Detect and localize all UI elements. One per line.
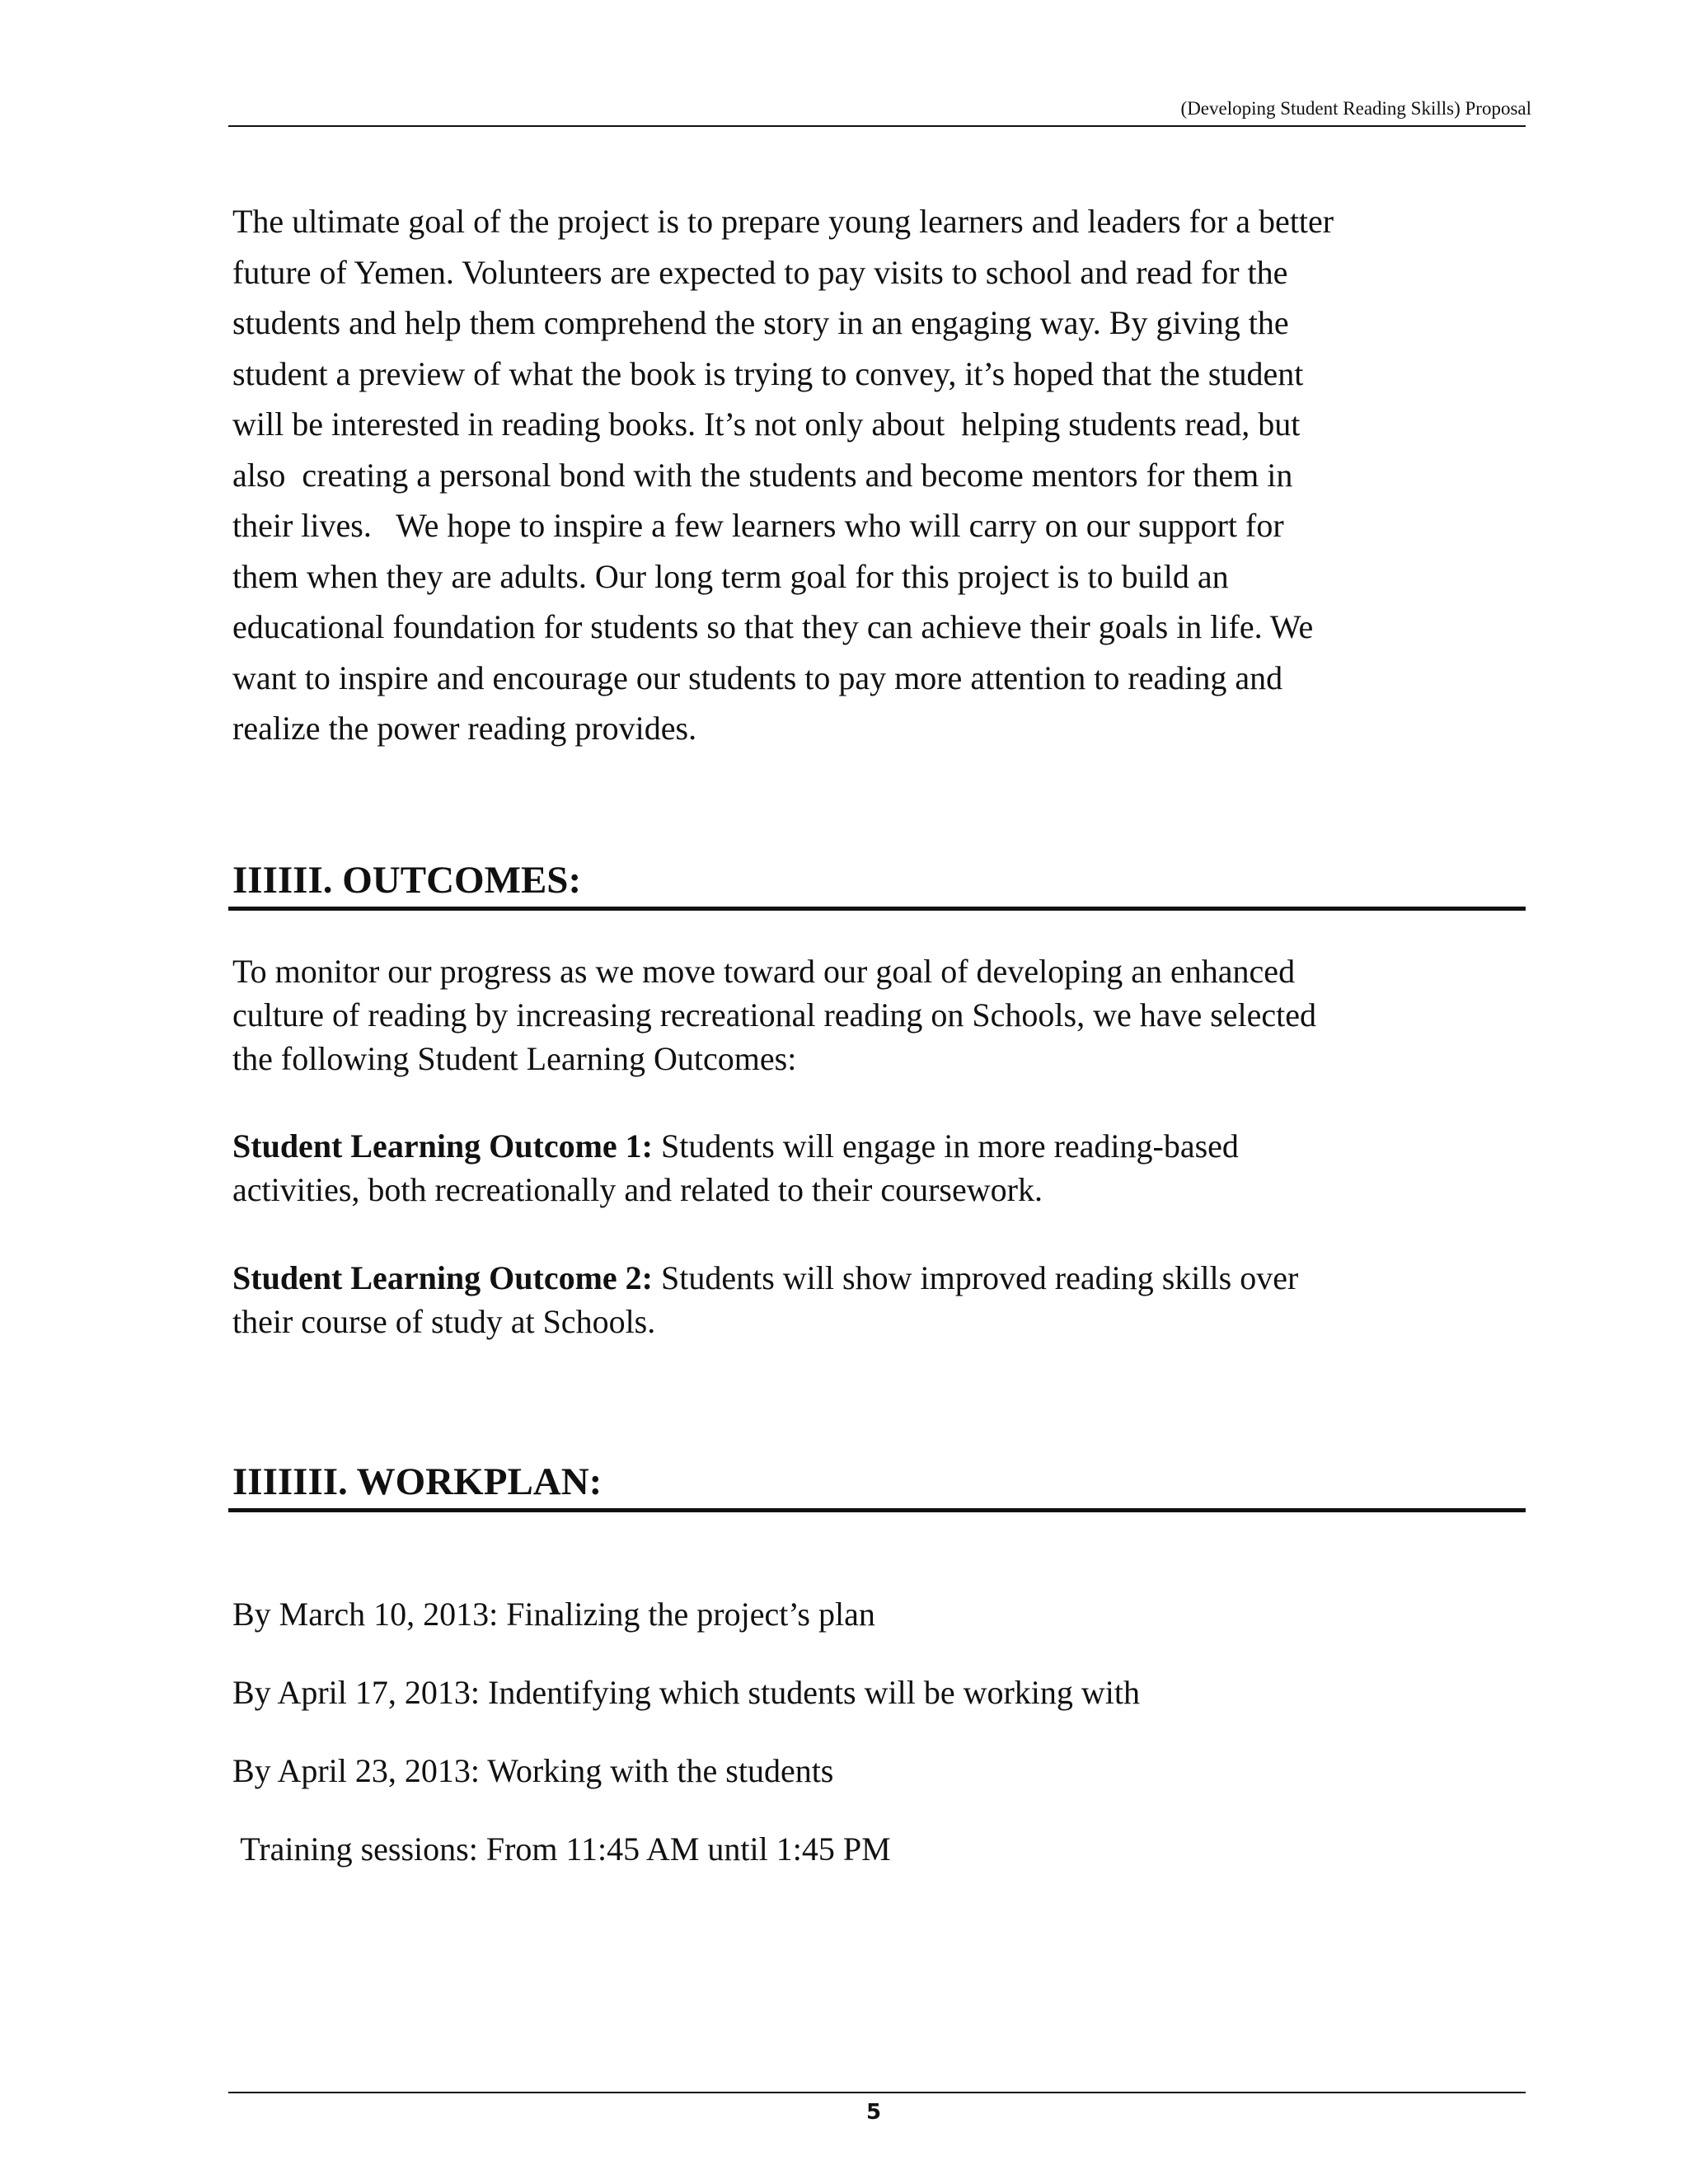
paragraph-line: culture of reading by increasing recreational reading on Schools, we have selected [232,996,1317,1033]
paragraph-line: also creating a personal bond with the students and become mentors for them in [232,456,1293,494]
outcome-text: Students will show improved reading skills over [653,1259,1299,1296]
outcomes-heading: IIIIII. OUTCOMES: [232,859,582,902]
header-rule [228,125,1526,127]
intro-paragraph [232,196,1535,754]
workplan-heading: IIIIIII. WORKPLAN: [232,1460,603,1503]
outcomes-heading-rule [228,907,1526,911]
outcome-text: Students will engage in more reading-based [653,1127,1239,1165]
paragraph-line: the following Student Learning Outcomes: [232,1040,797,1077]
footer-rule [228,2092,1526,2093]
paragraph-line: realize the power reading provides. [232,710,697,747]
paragraph-line: their lives. We hope to inspire a few learners who will carry on our support for [232,507,1284,544]
paragraph-line: To monitor our progress as we move toward our goal of developing an enhanced [232,953,1296,990]
paragraph-line: them when they are adults. Our long term goal for this project is to build an [232,557,1229,595]
outcome-text: their course of study at Schools. [232,1303,656,1340]
paragraph-line: want to inspire and encourage our students to pay more attention to reading and [232,658,1283,696]
learning-outcome-2 [232,1256,1535,1343]
outcome-text: activities, both recreationally and related to their coursework. [232,1171,1043,1208]
workplan-item: By April 23, 2013: Working with the students [232,1752,834,1789]
paragraph-line: students and help them comprehend the story in an engaging way. By giving the [232,304,1289,341]
workplan-item: By March 10, 2013: Finalizing the project’s plan [232,1596,875,1633]
outcome-label: Student Learning Outcome 1: [232,1127,653,1165]
workplan-item: Training sessions: From 11:45 AM until 1:45 PM [232,1830,891,1868]
paragraph-line: future of Yemen. Volunteers are expected to pay visits to school and read for the [232,253,1288,291]
paragraph-line: The ultimate goal of the project is to prepare young learners and leaders for a better [232,203,1334,240]
outcomes-intro [232,949,1535,1080]
paragraph-line: will be interested in reading books. It’s not only about helping students read, but [232,405,1301,443]
workplan-heading-rule [228,1508,1526,1512]
paragraph-line: educational foundation for students so that they can achieve their goals in life. We [232,608,1314,645]
workplan-item: By April 17, 2013: Indentifying which students will be working with [232,1674,1141,1711]
running-header: (Developing Student Reading Skills) Proposal [1180,98,1531,119]
page-number: 5 [865,2100,882,2125]
learning-outcome-1 [232,1124,1535,1212]
outcome-label: Student Learning Outcome 2: [232,1259,653,1296]
paragraph-line: student a preview of what the book is trying to convey, it’s hoped that the student [232,354,1304,392]
